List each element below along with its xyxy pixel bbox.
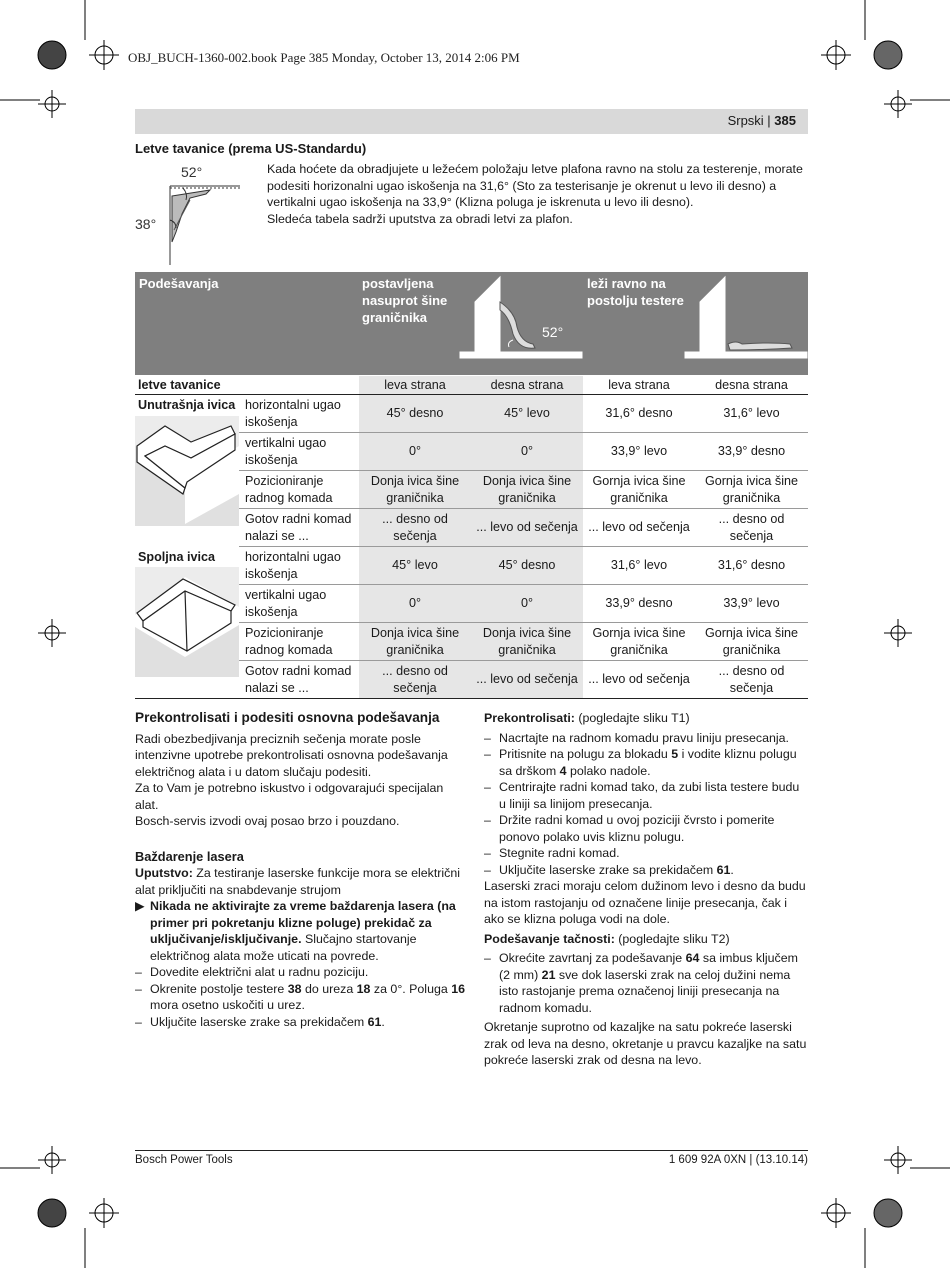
list-text: Stegnite radni komad. [499, 846, 620, 860]
warning-text: Slučajno startovanje električnog alata može uticati na povrede. [150, 932, 417, 963]
table-row [135, 395, 808, 433]
list-item: – Centrirajte radni komad tako, da zubi lista testere budu u liniji sa linijom presecanja. [484, 780, 800, 811]
header-language: Srpski [727, 113, 764, 128]
header-left-side-flat: leva strana [583, 376, 695, 395]
ref-number: 61 [367, 1014, 382, 1029]
table-cell: Donja ivica šine graničnika [471, 471, 583, 509]
left-column [135, 710, 465, 1030]
table-row [135, 547, 808, 585]
list-text: . [381, 1014, 385, 1029]
intro-paragraph: Kada hoćete da obradjujete u ležećem položaju letve plafona ravno na stolu za testerenje, morate podesiti horizonalni ugao iskošenja na 31,6° (Sto za testerisanje je okrenut u levo ili desno) a vertikalni ugao iskošenja na 33,9° (Klizna poluga je iskrenuta u levo ili desno). [267, 162, 803, 209]
right-column [484, 710, 808, 1069]
list-text: sa imbus ključem (2 mm) [499, 951, 798, 982]
band-angle-label: 52° [542, 324, 564, 340]
table-cell: 0° [471, 433, 583, 471]
list-text: Okrećite zavrtanj za podešavanje [499, 951, 686, 965]
table-cell: 45° levo [359, 547, 471, 585]
list-item: – Dovedite električni alat u radnu poziciju. [135, 965, 369, 979]
list-text: Uključite laserske zrake sa prekidačem [150, 1014, 368, 1029]
file-info: OBJ_BUCH-1360-002.book Page 385 Monday, October 13, 2014 2:06 PM [128, 50, 520, 65]
table-cell: ... desno od sečenja [695, 661, 808, 699]
list-item: – Držite radni komad u ovoj poziciji čvrsto i pomerite ponovo polako uvis kliznu polugu. [484, 813, 775, 844]
table-cell: Gornja ivica šine graničnika [695, 471, 808, 509]
list-text: do ureza [301, 981, 357, 996]
inner-edge-diagram [135, 416, 239, 536]
angle-52-label: 52° [181, 164, 203, 180]
footer-code: 1 609 92A 0XN | (13.10.14) [668, 1154, 808, 1166]
inner-edge-label: Unutrašnja ivica [138, 398, 236, 412]
check-heading [484, 710, 808, 727]
list-text: polako nadole. [566, 763, 651, 778]
outer-edge-label: Spoljna ivica [138, 549, 215, 564]
list-text: Pritisnite na polugu za blokadu [499, 747, 672, 761]
table-cell: ... desno od sečenja [359, 661, 471, 699]
note-text: Za testiranje laserske funkcije mora se električni alat priključiti na snabdevanje strujom [135, 866, 461, 897]
paragraph: Za to Vam je potrebno iskustvo i odgovarajući specijalan alat. [135, 781, 444, 812]
note-paragraph [135, 865, 465, 898]
table-cell: 33,9° levo [695, 585, 808, 623]
list-item: – Pritisnite na polugu za blokadu 5 i vodite kliznu polugu sa drškom 4 polako nadole. [484, 747, 797, 778]
outer-edge-diagram [135, 567, 239, 687]
paragraph: Okretanje suprotno od kazaljke na satu pokreće laserski zrak od leva na desno, okretanje u pravcu kazaljke na satu pokreće laserski zrak od desna na levo. [484, 1020, 807, 1067]
table-cell: ... levo od sečenja [583, 661, 695, 699]
row-label: Gotov radni komad nalazi se ... [239, 509, 359, 547]
row-label: horizontalni ugao iskošenja [239, 395, 359, 433]
list-text: za 0°. Poluga [370, 981, 452, 996]
list-text: sve dok laserski zrak na celoj dužini nema isto rastojanje prema označenoj liniji presecanja na radnom komadu. [499, 967, 791, 1015]
table-cell: 0° [359, 433, 471, 471]
table-cell: 33,9° desno [695, 433, 808, 471]
table-cell: ... desno od sečenja [359, 509, 471, 547]
ref-number: 38 [287, 981, 302, 996]
ref-number: 16 [451, 981, 465, 996]
table-cell: Donja ivica šine graničnika [359, 623, 471, 661]
note-label: Uputstvo: [135, 866, 193, 880]
table-cell: ... levo od sečenja [583, 509, 695, 547]
table-header-row [135, 376, 808, 395]
list-item: – Uključite laserske zrake sa prekidačem 61. [135, 1014, 385, 1029]
footer-brand: Bosch Power Tools [135, 1154, 233, 1166]
adjust-ref: (pogledajte sliku T2) [614, 931, 730, 946]
crown-molding-illustration [150, 170, 245, 265]
page-number: 385 [774, 113, 796, 128]
ref-number: 18 [356, 981, 371, 996]
band-col2-label: leži ravno na postolju testere [587, 276, 684, 308]
table-cell: ... levo od sečenja [471, 509, 583, 547]
settings-table [135, 376, 808, 699]
intro-paragraph-2: Sledeća tabela sadrži uputstva za obradi letvi za plafon. [267, 211, 573, 226]
list-text: Nacrtajte na radnom komadu pravu liniju presecanja. [499, 730, 789, 745]
table-cell: Gornja ivica šine graničnika [583, 471, 695, 509]
table-cell: 31,6° levo [695, 395, 808, 433]
list-text: mora osetno uskočiti u urez. [150, 998, 305, 1012]
table-cell: Gornja ivica šine graničnika [583, 623, 695, 661]
header-right-side-flat: desna strana [695, 376, 808, 395]
warning-bold: Nikada ne aktivirajte za vreme baždarenja lasera (na primer pri pokretanju klizne poluge) prekidač za uključivanje/isključivanje. [150, 899, 456, 946]
page-header-bar [135, 109, 808, 134]
check-settings-heading: Prekontrolisati i podesiti osnovna podešavanja [135, 710, 440, 725]
section-title: Letve tavanice (prema US-Standardu) [135, 141, 367, 156]
band-settings-label: Podešavanja [139, 276, 219, 291]
table-cell: ... levo od sečenja [471, 661, 583, 699]
table-cell: 45° levo [471, 395, 583, 433]
list-text: Držite radni komad u ovoj poziciji čvrsto i pomerite ponovo polako uvis kliznu polugu. [499, 813, 775, 844]
adjust-heading [484, 931, 808, 948]
ref-number: 5 [671, 747, 679, 761]
row-label: Gotov radni komad nalazi se ... [239, 661, 359, 699]
table-cell: 45° desno [359, 395, 471, 433]
ref-number: 4 [559, 763, 567, 778]
warning-item [135, 898, 465, 964]
fence-position-illustration [455, 272, 585, 375]
intro-text [267, 161, 812, 227]
list-text: i vodite kliznu polugu sa drškom [499, 747, 797, 778]
row-label: horizontalni ugao iskošenja [239, 547, 359, 585]
header-right-side: desna strana [471, 376, 583, 395]
flat-position-illustration [680, 272, 810, 375]
table-cell: Gornja ivica šine graničnika [695, 623, 808, 661]
warning-triangle-icon: ▶ [135, 899, 145, 913]
outer-edge-cell [135, 547, 239, 699]
table-cell: 0° [359, 585, 471, 623]
list-item: – Okrenite postolje testere 38 do ureza 18 za 0°. Poluga 16 mora osetno uskočiti u urez. [135, 981, 465, 1012]
list-item: – Uključite laserske zrake sa prekidačem 61. [484, 862, 734, 877]
row-label: vertikalni ugao iskošenja [239, 585, 359, 623]
ref-number: 21 [541, 967, 556, 982]
table-cell: 33,9° desno [583, 585, 695, 623]
table-cell: 31,6° levo [583, 547, 695, 585]
band-col1-label: postavljena nasuprot šine graničnika [362, 276, 448, 325]
ref-number: 64 [685, 951, 700, 965]
list-text: Okrenite postolje testere [150, 981, 288, 996]
row-label: Pozicioniranje radnog komada [239, 471, 359, 509]
check-label: Prekontrolisati: [484, 711, 575, 725]
table-cell: ... desno od sečenja [695, 509, 808, 547]
check-ref: (pogledajte sliku T1) [574, 711, 690, 725]
ref-number: 61 [716, 862, 731, 877]
list-item: – Okrećite zavrtanj za podešavanje 64 sa imbus ključem (2 mm) 21 sve dok laserski zrak na celoj dužini nema isto rastojanje prema označenoj liniji presecanja na radnom komadu. [484, 951, 798, 1015]
list-text: Dovedite električni alat u radnu poziciju. [150, 965, 369, 979]
table-cell: 31,6° desno [583, 395, 695, 433]
page-header: Srpski | 385 [727, 113, 796, 128]
row-label: Pozicioniranje radnog komada [239, 623, 359, 661]
table-cell: 31,6° desno [695, 547, 808, 585]
footer-rule [135, 1150, 808, 1151]
paragraph: Laserski zraci moraju celom dužinom levo i desno da budu na istom rastojanju od označene linije presecanja, čak i ako se klizna poluga vodi na dole. [484, 879, 806, 926]
header-left-side: leva strana [359, 376, 471, 395]
table-cell: 0° [471, 585, 583, 623]
inner-edge-cell [135, 395, 239, 547]
settings-band [135, 272, 808, 375]
adjust-label: Podešavanje tačnosti: [484, 931, 615, 946]
list-text: Centrirajte radni komad tako, da zubi lista testere budu u liniji sa linijom presecanja. [499, 780, 800, 811]
header-molding: letve tavanice [135, 376, 359, 395]
row-label: vertikalni ugao iskošenja [239, 433, 359, 471]
table-cell: Donja ivica šine graničnika [359, 471, 471, 509]
list-text: . [730, 862, 734, 877]
laser-calibration-heading: Baždarenje lasera [135, 848, 244, 864]
list-item: – Nacrtajte na radnom komadu pravu liniju presecanja. [484, 730, 789, 745]
table-cell: 33,9° levo [583, 433, 695, 471]
list-item: – Stegnite radni komad. [484, 846, 620, 860]
list-text: Uključite laserske zrake sa prekidačem [499, 862, 717, 877]
paragraph: Radi obezbedjivanja preciznih sečenja morate posle intenzivne upotrebe prekontrolisati osnovna podešavanja električnog alata i u datom slučaju podesiti. [135, 731, 448, 779]
table-cell: Donja ivica šine graničnika [471, 623, 583, 661]
table-cell: 45° desno [471, 547, 583, 585]
angle-38-label: 38° [135, 216, 157, 232]
paragraph: Bosch-servis izvodi ovaj posao brzo i pouzdano. [135, 814, 400, 828]
